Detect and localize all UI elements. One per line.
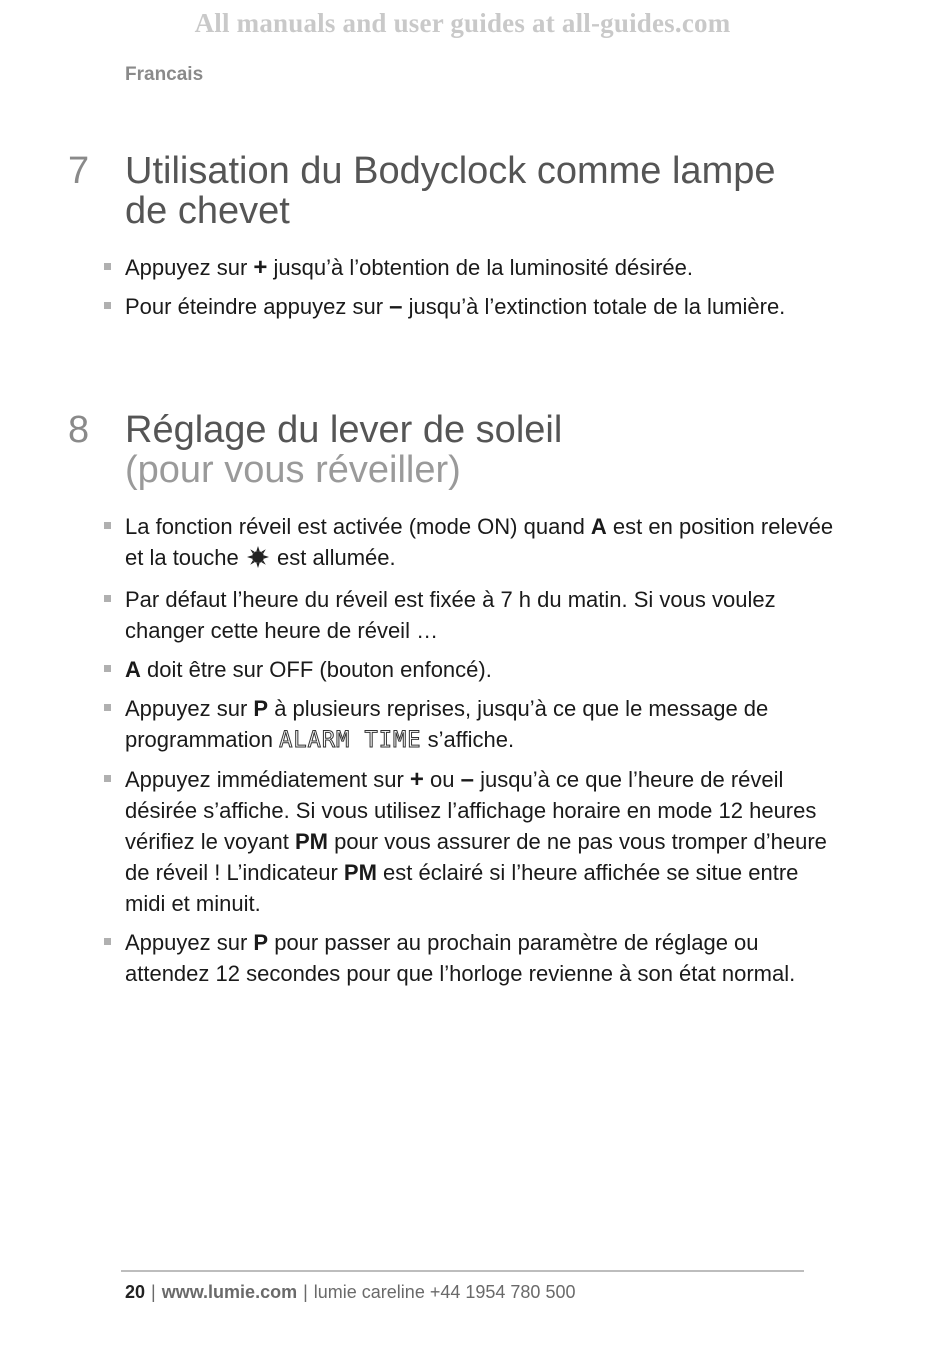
bullet-square-icon — [104, 775, 111, 782]
text: s’affiche. — [421, 727, 515, 752]
footer — [125, 1282, 575, 1303]
careline-text: lumie careline +44 1954 780 500 — [313, 1282, 576, 1302]
text: La fonction réveil est activée (mode ON) quand — [125, 514, 591, 539]
list-item — [104, 764, 839, 919]
text: jusqu’à l’obtention de la luminosité désirée. — [267, 255, 694, 280]
text: Appuyez immédiatement sur — [125, 767, 410, 792]
bullet-square-icon — [104, 263, 111, 270]
bullet-square-icon — [104, 522, 111, 529]
section-7-title-line2: de chevet — [125, 190, 290, 232]
switch-a-label: A — [125, 657, 141, 682]
list-item — [104, 584, 839, 646]
minus-button-symbol: – — [389, 293, 403, 320]
text: à plusieurs reprises, jusqu’à ce que le message de programmation — [125, 696, 769, 752]
page-number: 20 — [125, 1282, 146, 1302]
lcd-message: ALARM TIME — [279, 728, 422, 753]
website-link[interactable]: www.lumie.com — [161, 1282, 298, 1302]
list-item — [104, 291, 839, 322]
text: Appuyez sur — [125, 930, 254, 955]
text: est éclairé si l’heure affichée se situe entre midi et minuit. — [125, 860, 799, 916]
list-item — [104, 252, 839, 283]
section-7-title — [125, 151, 845, 231]
text: doit être sur OFF (bouton enfoncé). — [140, 657, 492, 682]
section-8-subtitle: (pour vous réveiller) — [125, 449, 461, 491]
list-item — [104, 693, 839, 756]
text: Par défaut l’heure du réveil est fixée à 7 h du matin. Si vous voulez changer cette heure de réveil … — [125, 587, 776, 643]
text: pour passer au prochain paramètre de réglage ou attendez 12 secondes pour que l’horloge revienne à son état normal. — [125, 930, 796, 986]
p-button-label: P — [253, 696, 269, 721]
text: est allumée. — [270, 545, 396, 570]
list-item — [104, 927, 839, 989]
section-8-list — [104, 511, 839, 997]
section-7-number: 7 — [68, 150, 90, 192]
footer-separator: | — [303, 1282, 308, 1302]
plus-button-symbol: + — [253, 254, 268, 281]
minus-button-symbol: – — [460, 766, 474, 793]
text: est en position relevée et la touche — [125, 514, 834, 570]
sun-icon — [247, 545, 269, 576]
footer-divider — [121, 1270, 804, 1272]
footer-separator: | — [151, 1282, 156, 1302]
text: jusqu’à l’extinction totale de la lumière. — [402, 294, 786, 319]
bullet-square-icon — [104, 704, 111, 711]
plus-button-symbol: + — [409, 766, 424, 793]
section-7-list — [104, 252, 839, 330]
text: jusqu’à ce que l’heure de réveil désirée s’affiche. Si vous utilisez l’affichage horaire en mode 12 heures vérifiez le voyant — [125, 767, 817, 854]
bullet-square-icon — [104, 595, 111, 602]
section-8-title — [125, 410, 845, 490]
section-7-title-line1: Utilisation du Bodyclock comme lampe — [125, 150, 776, 192]
language-label: Francais — [125, 64, 204, 85]
bullet-square-icon — [104, 665, 111, 672]
pm-indicator-label: PM — [343, 860, 377, 885]
text: Appuyez sur — [125, 696, 254, 721]
pm-indicator-label: PM — [294, 829, 328, 854]
text: Pour éteindre appuyez sur — [125, 294, 390, 319]
switch-a-label: A — [590, 514, 607, 539]
text: Appuyez sur — [125, 255, 254, 280]
bullet-square-icon — [104, 938, 111, 945]
text: pour vous assurer de ne pas vous tromper d’heure de réveil ! L’indicateur — [125, 829, 827, 885]
section-8-title-line1: Réglage du lever de soleil — [125, 409, 563, 451]
bullet-square-icon — [104, 302, 111, 309]
watermark-banner: All manuals and user guides at all-guides.com — [194, 8, 731, 38]
list-item — [104, 511, 839, 576]
text: ou — [423, 767, 461, 792]
list-item — [104, 654, 839, 685]
section-8-number: 8 — [68, 409, 90, 451]
p-button-label: P — [253, 930, 269, 955]
